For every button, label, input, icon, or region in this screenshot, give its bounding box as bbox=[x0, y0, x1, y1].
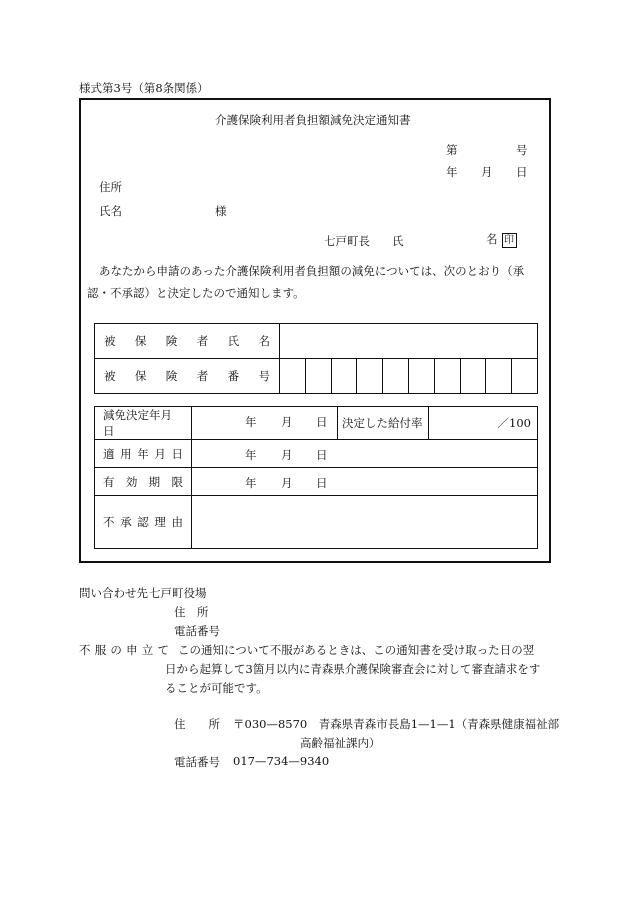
date-year: 年 bbox=[446, 165, 458, 179]
insured-number-cell[interactable] bbox=[383, 359, 409, 394]
apply-date-value[interactable] bbox=[192, 440, 538, 468]
mayor-shi: 氏 bbox=[392, 234, 404, 248]
insured-number-cell[interactable] bbox=[486, 359, 512, 394]
decision-date-row bbox=[95, 407, 538, 440]
insured-number-cell[interactable] bbox=[512, 359, 538, 394]
expiry-label: 有効期限 bbox=[95, 468, 192, 496]
apply-date-label: 適用年月日 bbox=[95, 440, 192, 468]
prefecture-phone-label: 電話番号 bbox=[174, 755, 220, 769]
expiry-month: 月 bbox=[281, 476, 293, 490]
recipient-sama: 様 bbox=[215, 204, 227, 218]
prefecture-address-line-2: 高齢福祉課内） bbox=[300, 736, 381, 750]
decision-date-day: 日 bbox=[316, 415, 328, 429]
appeal-line-1: この通知について不服があるときは、この通知書を受け取った日の翌 bbox=[178, 643, 535, 657]
apply-date-year: 年 bbox=[245, 448, 257, 462]
number-go: 号 bbox=[516, 143, 528, 157]
recipient-address-label: 住所 bbox=[99, 180, 122, 194]
rejection-label: 不承認理由 bbox=[95, 496, 192, 549]
insured-table bbox=[94, 323, 538, 394]
benefit-rate-label: 決定した給付率 bbox=[338, 407, 429, 440]
document-title: 介護保険利用者負担額減免決定通知書 bbox=[215, 113, 411, 127]
date-day: 日 bbox=[516, 165, 528, 179]
insured-name-label: 被保険者氏名 bbox=[95, 324, 280, 359]
insured-number-cell[interactable] bbox=[357, 359, 383, 394]
recipient-name-label: 氏名 bbox=[99, 204, 122, 218]
rejection-value[interactable] bbox=[192, 496, 538, 549]
body-line-2: 認・不承認）と決定したので通知します。 bbox=[87, 286, 305, 300]
contact-heading: 問い合わせ先 bbox=[79, 586, 148, 600]
expiry-row bbox=[95, 468, 538, 496]
apply-date-day: 日 bbox=[316, 448, 328, 462]
insured-name-value[interactable] bbox=[280, 324, 538, 359]
insured-number-cell[interactable] bbox=[305, 359, 331, 394]
apply-date-row bbox=[95, 440, 538, 468]
appeal-line-3: ることが可能です。 bbox=[165, 681, 268, 695]
number-dai: 第 bbox=[446, 143, 458, 157]
form-number: 様式第3号（第8条関係） bbox=[79, 81, 209, 95]
benefit-rate-value[interactable]: ／100 bbox=[429, 407, 538, 440]
decision-date-label: 減免決定年月日 bbox=[95, 407, 192, 440]
seal-mark: 印 bbox=[502, 233, 517, 248]
insured-number-row bbox=[95, 359, 538, 394]
expiry-day: 日 bbox=[316, 476, 328, 490]
insured-number-cell[interactable] bbox=[408, 359, 434, 394]
body-line-1: あなたから申請のあった介護保険利用者負担額の減免については、次のとおり（承 bbox=[99, 264, 525, 278]
decision-table bbox=[94, 406, 538, 549]
decision-date-month: 月 bbox=[281, 415, 293, 429]
insured-number-cell[interactable] bbox=[280, 359, 306, 394]
contact-phone-label: 電話番号 bbox=[174, 624, 220, 638]
decision-date-value[interactable] bbox=[192, 407, 338, 440]
expiry-value[interactable] bbox=[192, 468, 538, 496]
date-month: 月 bbox=[481, 165, 493, 179]
insured-name-row bbox=[95, 324, 538, 359]
mayor-title: 七戸町長 bbox=[324, 234, 370, 248]
decision-date-year: 年 bbox=[245, 415, 257, 429]
mayor-mei: 名 bbox=[486, 232, 498, 246]
insured-number-cell[interactable] bbox=[460, 359, 486, 394]
insured-number-cell[interactable] bbox=[331, 359, 357, 394]
apply-date-month: 月 bbox=[281, 448, 293, 462]
insured-number-cell[interactable] bbox=[434, 359, 460, 394]
appeal-line-2: 日から起算して3箇月以内に青森県介護保険審査会に対して審査請求をす bbox=[165, 662, 541, 676]
rejection-row bbox=[95, 496, 538, 549]
appeal-heading: 不服の申立て bbox=[79, 643, 169, 657]
mayor-mei-seal bbox=[486, 231, 517, 248]
insured-number-label: 被保険者番号 bbox=[95, 359, 280, 394]
prefecture-phone: 017—734—9340 bbox=[233, 754, 330, 768]
contact-address-label: 住 所 bbox=[174, 605, 209, 619]
prefecture-address-label: 住 所 bbox=[174, 717, 220, 731]
expiry-year: 年 bbox=[245, 476, 257, 490]
contact-office: 七戸町役場 bbox=[149, 586, 207, 600]
prefecture-address-line-1: 〒030—8570 青森県青森市長島1—1—1（青森県健康福祉部 bbox=[233, 717, 560, 731]
